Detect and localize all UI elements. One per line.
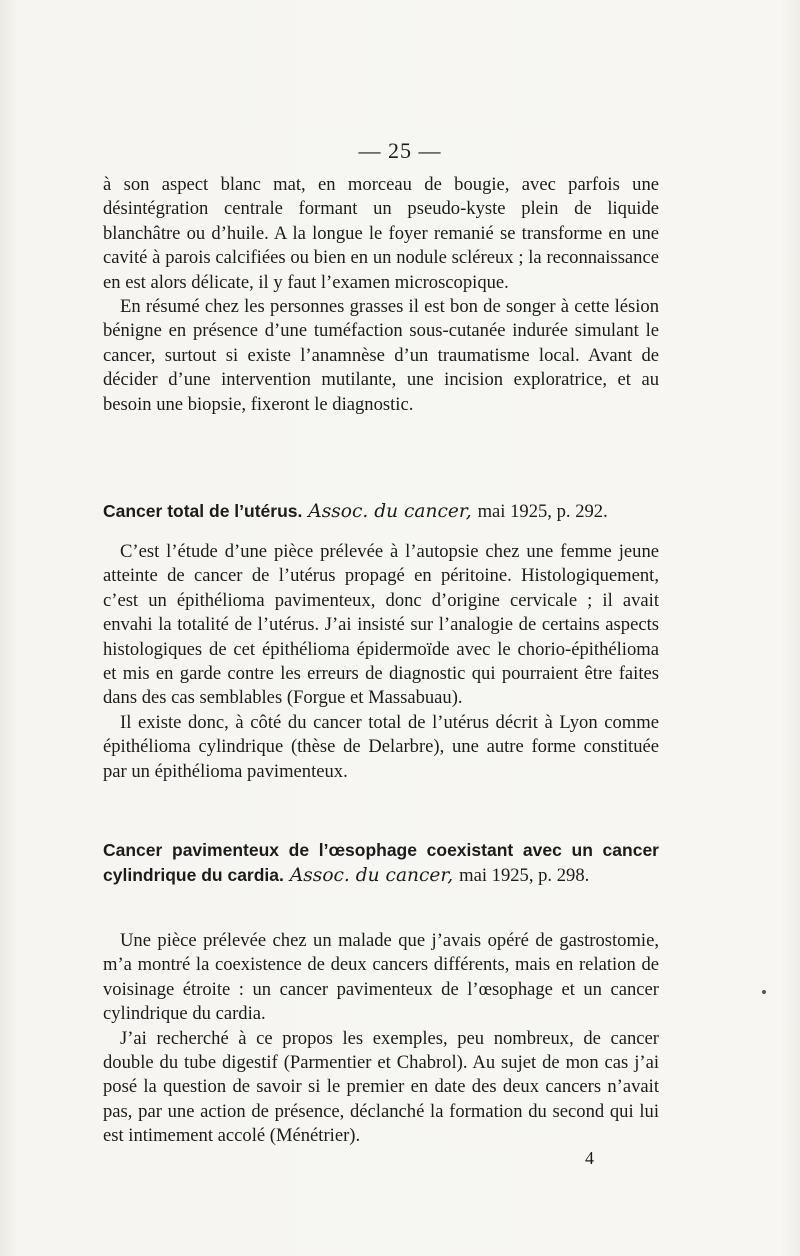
section-title: Cancer pavimenteux de l’œsophage coexistant avec un cancer cylindrique du cardia. [103,840,659,886]
paragraph: J’ai recherché à ce propos les exemples, peu nombreux, de cancer double du tube digestif (Parmentier et Chabrol). Au sujet de mon cas j’ai posé la question de savoir si le premier en date des deux cancers n’avait pas, par une action de présence, déclanché la formation du second qui lui est intimement accolé (Ménétrier). [103,1027,659,1147]
journal-reference: mai 1925, p. 298. [459,865,590,887]
section-heading-oesophagus [103,838,659,889]
journal-reference: mai 1925, p. 292. [477,501,608,522]
paragraph: En résumé chez les personnes grasses il est bon de songer à cette lésion bénigne en présence d’une tuméfaction sous-cutanée indurée simulant le cancer, surtout si existe l’anamnèse d’un traumatisme local. Avant de décider d’une intervention mutilante, une incision exploratrice, et au besoin une biopsie, fixeront le diagnostic. [103,296,659,415]
page-number: — 25 — [358,138,442,163]
journal-name: Assoc. du cancer, [289,865,454,887]
signature-mark: 4 [585,1148,594,1168]
paragraph: à son aspect blanc mat, en morceau de bougie, avec parfois une désintégration centrale formant un pseudo-kyste plein de liquide blanchâtre ou d’huile. A la longue le foyer remanié se transforme en une cavité à parois calcifiées ou bien en un nodule scléreux ; la reconnaissance en est alors délicate, il y faut l’examen microscopique. [103,174,659,293]
paragraph: Il existe donc, à côté du cancer total de l’utérus décrit à Lyon comme épithélioma cylindrique (thèse de Delarbre), une autre forme constituée par un épithélioma pavimenteux. [103,711,659,782]
paragraph: Une pièce prélevée chez un malade que j’avais opéré de gastrostomie, m’a montré la coexistence de deux cancers différents, mais en relation de voisinage étroite : un cancer pavimenteux de l’œsophage et un cancer cylindrique du cardia. [103,930,659,1025]
paragraph: C’est l’étude d’une pièce prélevée à l’autopsie chez une femme jeune atteinte de cancer de l’utérus propagé en péritoine. Histologiquement, c’est un épithélioma pavimenteux, donc d’origine cervicale ; il avait envahi la totalité de l’utérus. J’ai insisté sur l’analogie de certains aspects histologiques de cet épithélioma épidermoïde avec le chorio-épithélioma et mis en garde contre les erreurs de diagnostic qui pourraient être faites dans des cas semblables (Forgue et Massabuau). [103,541,659,709]
ink-speck [762,990,766,994]
text-block-oesophagus [103,929,659,1149]
text-block-uterus [103,540,659,784]
text-block-1 [103,173,659,417]
journal-name: Assoc. du cancer, [308,501,472,522]
section-title: Cancer total de l’utérus. [103,501,303,521]
section-heading-uterus [103,499,659,524]
